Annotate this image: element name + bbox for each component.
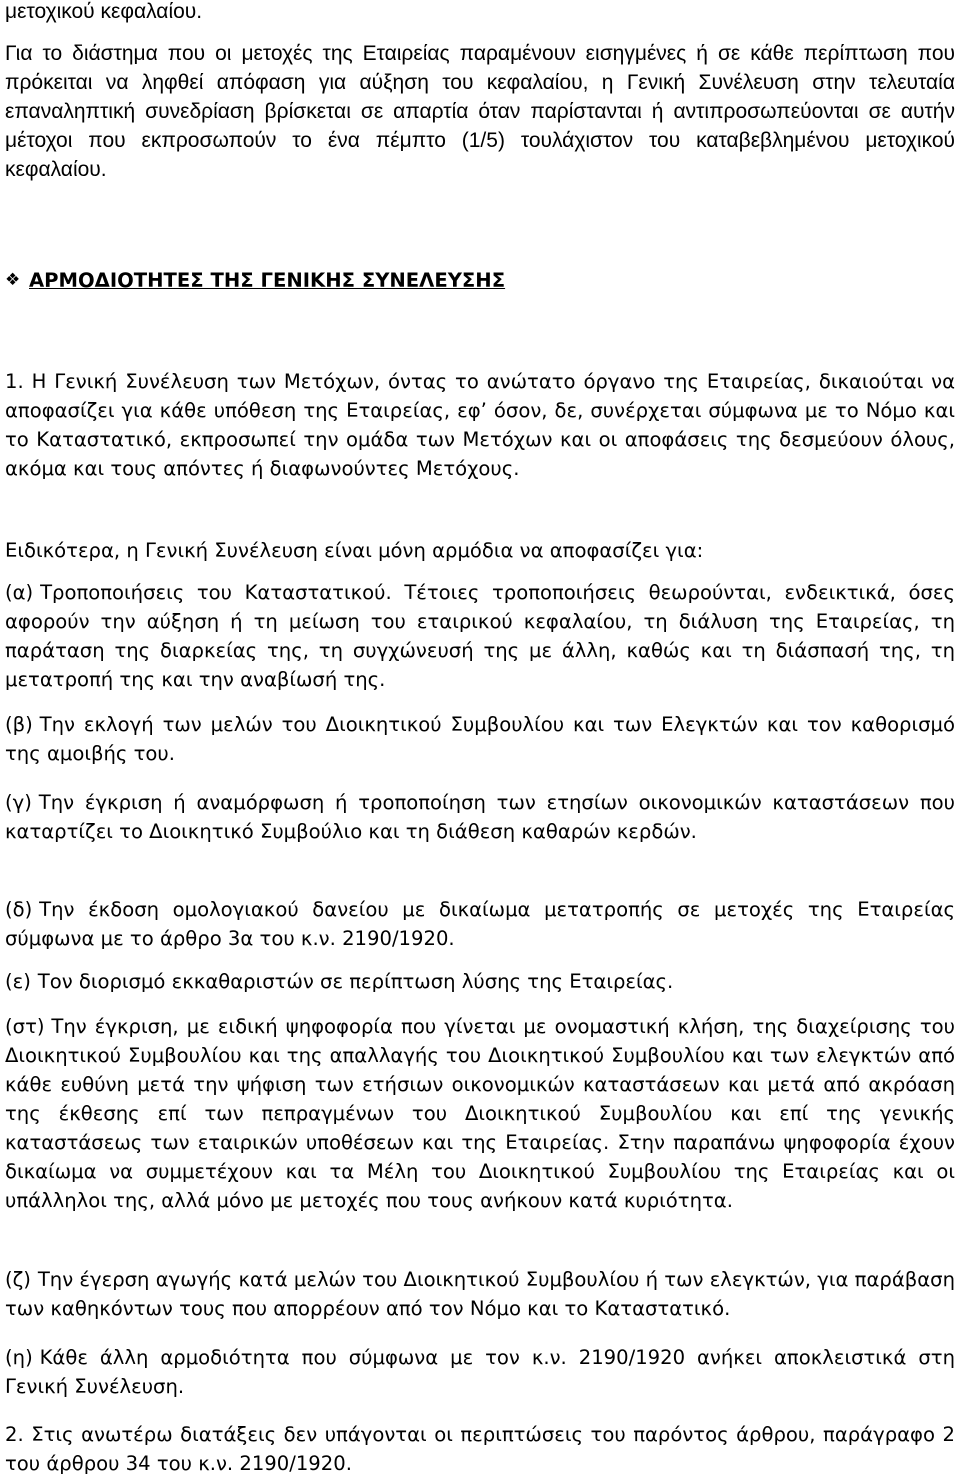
list-item-label: (στ) — [5, 1015, 45, 1038]
list-item-b — [5, 710, 955, 768]
section-heading — [5, 266, 955, 295]
paragraph-1: 1. Η Γενική Συνέλευση των Μετόχων, όντας το ανώτατο όργανο της Εταιρείας, δικαιούται να αποφασίζει για κάθε υπόθεση της Εταιρείας, εφ’ όσον, δε, συνέρχεται σύμφωνα με το Νόμο και το Καταστατικό, εκπροσωπεί την ομάδα των Μετόχων και οι αποφάσεις της δεσμεύουν όλους, ακόμα και τους απόντες ή διαφωνούντες Μετόχους. — [5, 370, 955, 480]
specifically-line: Ειδικότερα, η Γενική Συνέλευση είναι μόνη αρμόδια να αποφασίζει για: — [5, 539, 704, 562]
list-item-text: Την έγερση αγωγής κατά μελών του Διοικητικού Συμβουλίου ή των ελεγκτών, για παράβαση των καθηκόντων τους που απορρέουν από τον Νόμο και το Καταστατικό. — [5, 1268, 955, 1320]
list-item-label: (β) — [5, 713, 33, 736]
diamond-bullet-icon: ❖ — [5, 270, 21, 290]
list-item-text: Την εκλογή των μελών του Διοικητικού Συμβουλίου και των Ελεγκτών και τον καθορισμό της αμοιβής του. — [5, 713, 955, 765]
section-heading-text: ΑΡΜΟΔΙΟΤΗΤΕΣ ΤΗΣ ΓΕΝΙΚΗΣ ΣΥΝΕΛΕΥΣΗΣ — [29, 269, 506, 292]
list-item-label: (α) — [5, 581, 34, 604]
list-item-h — [5, 1343, 955, 1401]
intro-tail: μετοχικού κεφαλαίου. — [5, 0, 203, 23]
quorum-paragraph: Για το διάστημα που οι μετοχές της Εταιρείας παραμένουν εισηγμένες ή σε κάθε περίπτωση που πρόκειται να ληφθεί απόφαση για αύξηση του κεφαλαίου, η Γενική Συνέλευση στην τελευταία επαναληπτική συνεδρίαση βρίσκεται σε απαρτία όταν παρίστανται ή αντιπροσωπεύονται σε αυτήν μέτοχοι που εκπροσωπούν το ένα πέμπτο (1/5) τουλάχιστον του καταβεβλημένου μετοχικού κεφαλαίου. — [5, 42, 955, 181]
list-item-label: (δ) — [5, 898, 33, 921]
list-item-d — [5, 895, 955, 953]
list-item-text: Κάθε άλλη αρμοδιότητα που σύμφωνα με τον κ.ν. 2190/1920 ανήκει αποκλειστικά στη Γενική Συνέλευση. — [5, 1346, 955, 1398]
list-item-e — [5, 967, 955, 996]
list-item-label: (η) — [5, 1346, 33, 1369]
list-item-a — [5, 578, 955, 694]
list-item-text: Την έγκριση, με ειδική ψηφοφορία που γίνεται με ονομαστική κλήση, της διαχείρισης του Διοικητικού Συμβουλίου και της απαλλαγής του Διοικητικού Συμβουλίου και των ελεγκτών από κάθε ευθύνη μετά την ψήφιση των ετήσιων οικονομικών καταστάσεων και μετά από ακρόαση της έκθεσης επί των πεπραγμένων του Διοικητικού Συμβουλίου και επί της γενικής καταστάσεως των εταιρικών υποθέσεων και της Εταιρείας. Στην παραπάνω ψηφοφορία έχουν δικαίωμα να συμμετέχουν και τα Μέλη του Διοικητικού Συμβουλίου της Εταιρείας και οι υπάλληλοι της, αλλά μόνο με μετοχές που τους ανήκουν κατά κυριότητα. — [5, 1015, 955, 1212]
paragraph-2: 2. Στις ανωτέρω διατάξεις δεν υπάγονται οι περιπτώσεις του παρόντος άρθρου, παράγραφο 2 του άρθρου 34 του κ.ν. 2190/1920. — [5, 1423, 955, 1475]
list-item-c — [5, 788, 955, 846]
list-item-text: Την έγκριση ή αναμόρφωση ή τροποποίηση των ετησίων οικονομικών καταστάσεων που καταρτίζει το Διοικητικό Συμβούλιο και τη διάθεση καθαρών κερδών. — [5, 791, 955, 843]
list-item-f — [5, 1012, 955, 1215]
list-item-text: Την έκδοση ομολογιακού δανείου με δικαίωμα μετατροπής σε μετοχές της Εταιρείας σύμφωνα με το άρθρο 3α του κ.ν. 2190/1920. — [5, 898, 955, 950]
list-item-text: Τροποποιήσεις του Καταστατικού. Τέτοιες τροποποιήσεις θεωρούνται, ενδεικτικά, όσες αφορούν την αύξηση ή τη μείωση του εταιρικού κεφαλαίου, τη διάλυση της Εταιρείας, τη παράταση της διαρκείας της, τη συγχώνευσή της με άλλη, καθώς και τη διάσπασή της, τη μετατροπή της και την αναβίωσή της. — [5, 581, 955, 691]
list-item-label: (γ) — [5, 791, 32, 814]
list-item-label: (ζ) — [5, 1268, 31, 1291]
list-item-label: (ε) — [5, 970, 31, 993]
list-item-text: Τον διορισμό εκκαθαριστών σε περίπτωση λύσης της Εταιρείας. — [37, 970, 674, 993]
list-item-g — [5, 1265, 955, 1323]
